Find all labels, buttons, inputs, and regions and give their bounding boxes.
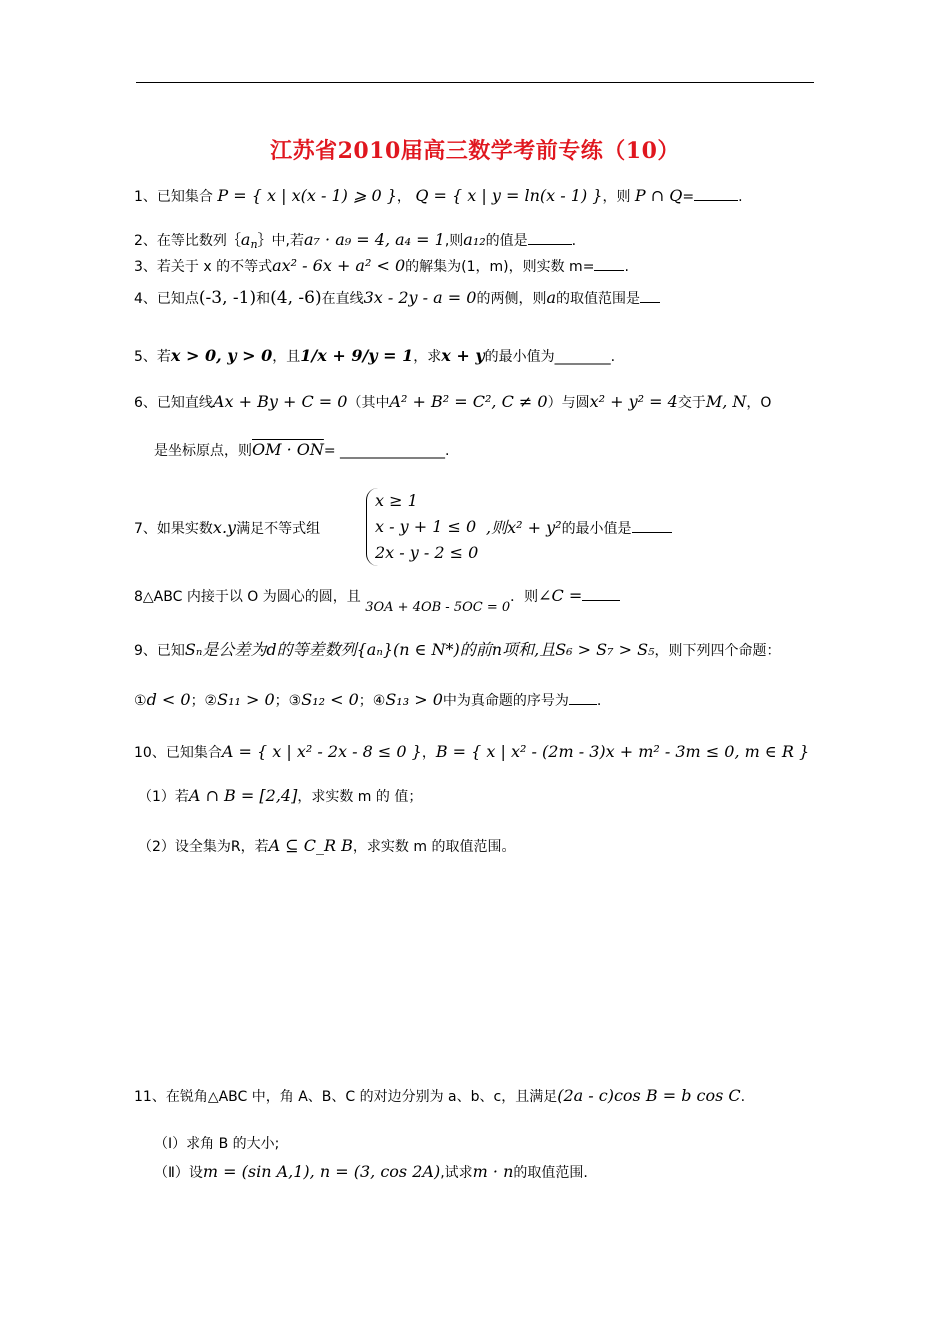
question-10-part-2: （2）设全集为R，若A ⊆ C_R B，求实数 m 的取值范围。	[138, 836, 516, 855]
statement: Sₙ是公差为d的等差数列{aₙ}(n ∈ N*)的前n项和,且S₆ > S₇ > S₅	[184, 640, 655, 659]
question-10: 10、已知集合A = { x | x² - 2x - 8 ≤ 0 }，B = { x | x² - (2m - 3)x + m² - 3m ≤ 0, m ∈ R }	[134, 742, 810, 761]
condition: a₇ · a₉ = 4, a₄ = 1	[304, 230, 445, 249]
question-7-ask: ,则x² + y²的最小值是	[486, 518, 672, 539]
question-9-options: ①d < 0；②S₁₁ > 0；③S₁₂ < 0；④S₁₃ > 0中为真命题的序号为 .	[134, 690, 602, 709]
answer-blank	[528, 232, 572, 245]
answer-blank	[582, 588, 620, 601]
question-11-part-2: （Ⅱ）设m = (sin A,1), n = (3, cos 2A),试求m · n的取值范围.	[154, 1162, 588, 1181]
set-q: Q = { x | y = ln(x - 1) }	[415, 186, 603, 205]
question-4: 4、已知点(-3, -1)和(4, -6)在直线3x - 2y - a = 0的两侧，则a的取值范围是	[134, 288, 660, 309]
answer-blank	[694, 188, 738, 201]
question-9: 9、已知Sₙ是公差为d的等差数列{aₙ}(n ∈ N*)的前n项和,且S₆ > S₇ > S₅，则下列四个命题：	[134, 640, 781, 659]
question-5: 5、若x > 0, y > 0，且1/x + 9/y = 1，求x + y的最小值为________.	[134, 346, 616, 365]
answer-blank	[569, 692, 597, 705]
question-3: 3、若关于 x 的不等式ax² - 6x + a² < 0的解集为(1，m)，则实数 m= .	[134, 256, 629, 275]
header-rule	[136, 82, 814, 83]
question-7: 7、如果实数x.y满足不等式组	[134, 518, 321, 537]
question-1: 1、已知集合 P = { x | x(x - 1) ⩾ 0 }， Q = { x | y = ln(x - 1) }，则 P ∩ Q= .	[134, 186, 743, 205]
fraction-equation: 1/x + 9/y = 1	[300, 346, 414, 365]
question-6: 6、已知直线Ax + By + C = 0（其中A² + B² = C², C ≠ 0）与圆x² + y² = 4交于M, N，O	[134, 392, 772, 411]
question-2: 2、在等比数列$\{a_n\}$中,若a₇ · a₉ = 4, a₄ = 1,则a₁₂的值是 .	[134, 230, 577, 251]
inequality-system: x ≥ 1 x - y + 1 ≤ 0 2x - y - 2 ≤ 0	[366, 488, 486, 566]
question-6-cont: 是坐标原点，则OM · ON= _______________.	[154, 440, 450, 459]
vector-dot: OM · ON	[252, 440, 324, 459]
question-8: 8△ABC 内接于以 O 为圆心的圆，且 3OA + 4OB - 5OC = 0．则∠C =	[134, 586, 620, 618]
line-equation: 3x - 2y - a = 0	[363, 288, 477, 307]
answer-blank	[640, 290, 660, 303]
inequality: ax² - 6x + a² < 0	[272, 256, 406, 275]
question-11-part-1: （Ⅰ）求角 B 的大小;	[154, 1136, 280, 1152]
intersection-expr: P ∩ Q	[634, 186, 683, 205]
page-title: 江苏省2010届高三数学考前专练（10）	[270, 138, 680, 164]
question-10-part-1: （1）若A ∩ B = [2,4]，求实数 m 的 值；	[138, 786, 423, 805]
vector-equation: 3OA + 4OB - 5OC = 0	[365, 600, 511, 615]
question-11: 11、在锐角△ABC 中，角 A、B、C 的对边分别为 a、b、c，且满足(2a - c)cos B = b cos C.	[134, 1086, 746, 1105]
answer-blank	[632, 520, 672, 533]
set-p: P = { x | x(x - 1) ⩾ 0 }	[217, 186, 397, 205]
answer-blank	[594, 258, 624, 271]
